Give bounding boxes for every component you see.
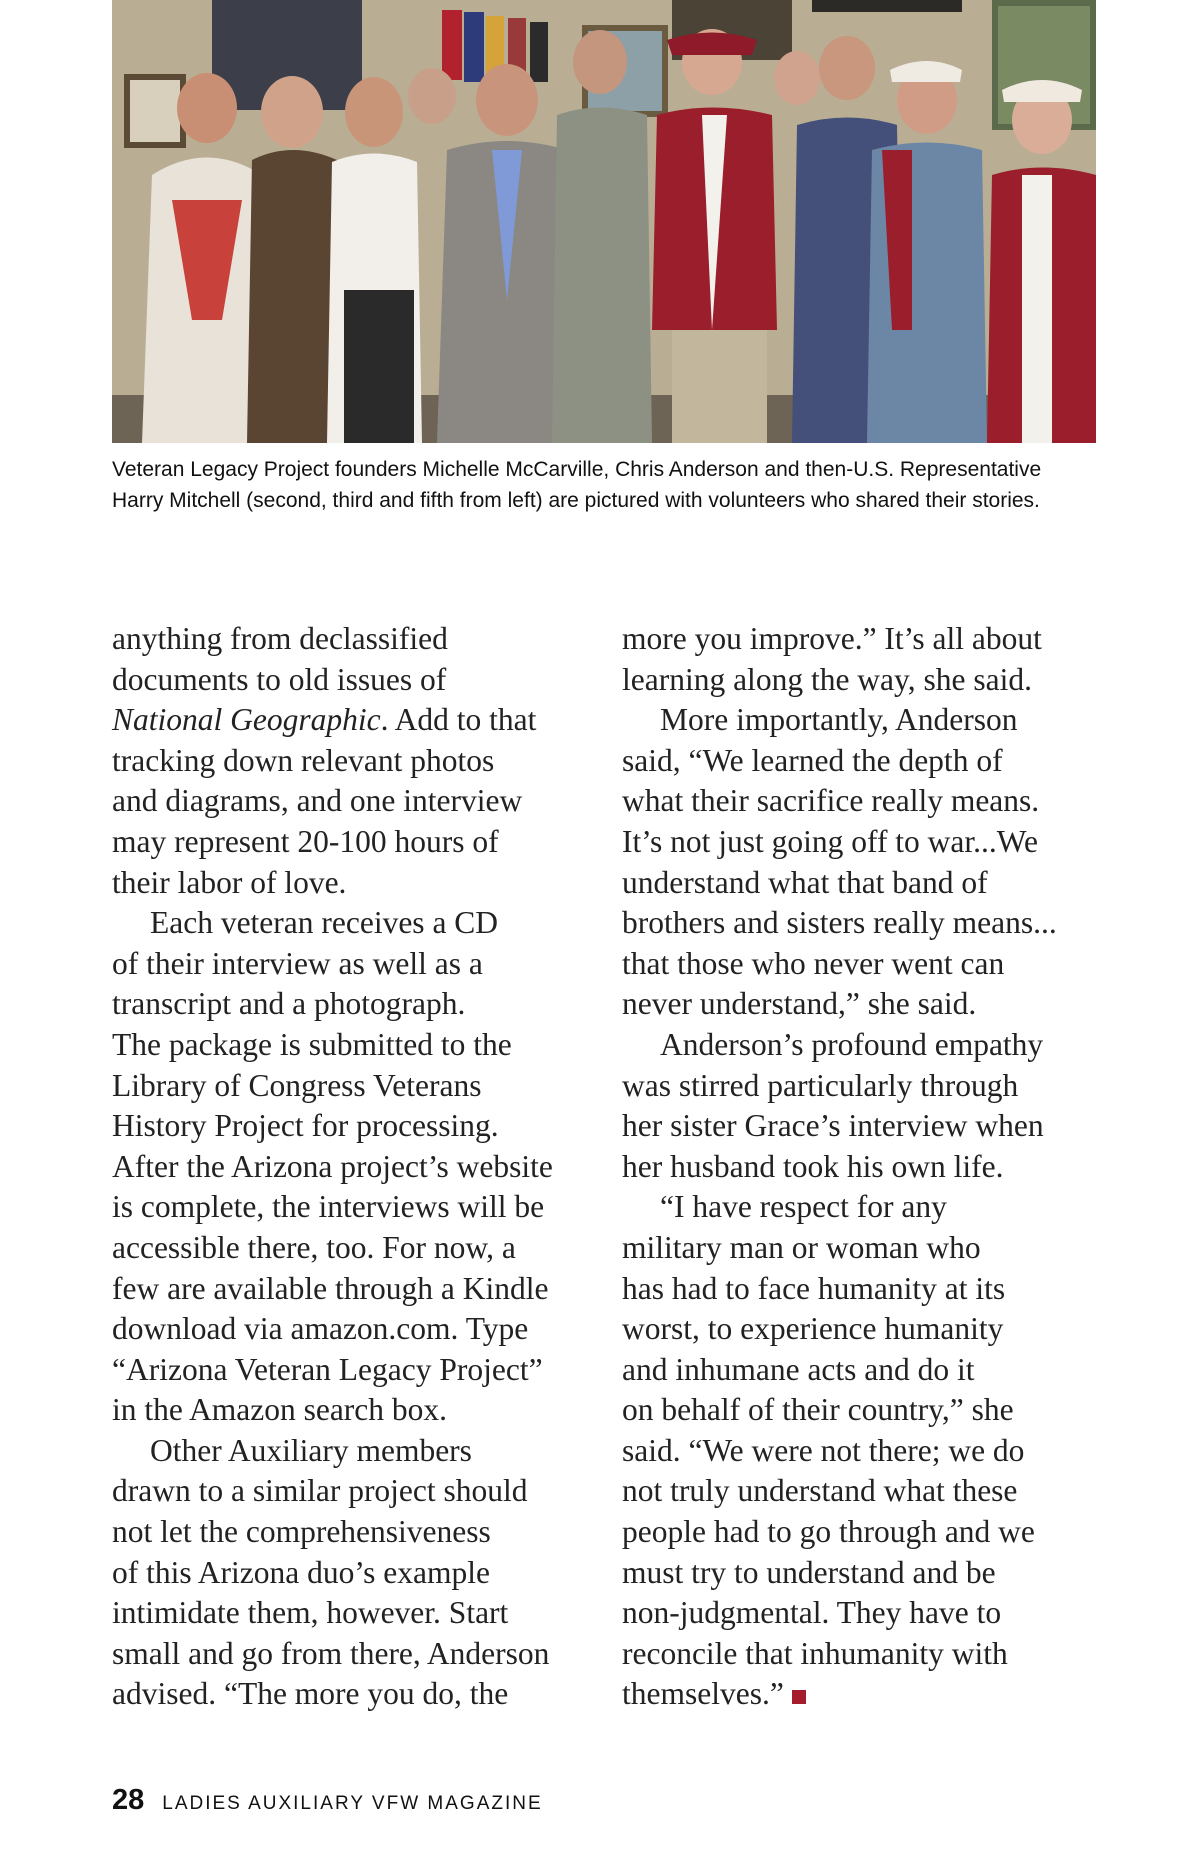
article-line: her sister Grace’s interview when — [622, 1108, 1044, 1144]
article-line: of their interview as well as a — [112, 945, 483, 981]
article-line: anything from declassified — [112, 621, 448, 656]
article-line: themselves.” — [622, 1674, 1102, 1715]
article-line: advised. “The more you do, the — [112, 1676, 509, 1712]
article-line: of this Arizona duo’s example — [112, 1554, 490, 1590]
article-line: learning along the way, she said. — [622, 661, 1032, 697]
article-line: and inhumane acts and do it — [622, 1351, 975, 1387]
article-line: Each veteran receives a CD — [150, 905, 499, 941]
end-mark — [792, 1690, 806, 1704]
photo-caption: Veteran Legacy Project founders Michelle McCarville, Chris Anderson and then-U.S. Representative Harry Mitchell (second, third and fifth from left) are pictured with volunteers who shared their stories. — [112, 458, 1042, 512]
article-line: Anderson’s profound empathy — [660, 1026, 1044, 1062]
article-line: is complete, the interviews will be — [112, 1189, 545, 1225]
article-line: non-judgmental. They have to — [622, 1595, 1002, 1631]
article-line: never understand,” she said. — [622, 986, 977, 1022]
article-line: tracking down relevant photos — [112, 742, 495, 778]
article-line: transcript and a photograph. — [112, 986, 466, 1022]
article-line: not truly understand what these — [622, 1473, 1018, 1509]
page-number: 28 — [112, 1784, 145, 1816]
article-line: their labor of love. — [112, 864, 347, 900]
article-line: After the Arizona project’s website — [112, 1148, 553, 1184]
group-photo — [112, 0, 1096, 443]
article-line: “I have respect for any — [660, 1189, 947, 1225]
page-footer — [112, 1784, 543, 1817]
article-line: that those who never went can — [622, 945, 1005, 981]
article-line: accessible there, too. For now, a — [112, 1229, 516, 1265]
article-line: More importantly, Anderson — [660, 702, 1018, 738]
article-line: military man or woman who — [622, 1229, 981, 1265]
article-line: not let the comprehensiveness — [112, 1514, 491, 1550]
article-line: few are available through a Kindle — [112, 1270, 549, 1306]
article-line: National Geographic. Add to that — [112, 702, 537, 738]
publication-name: LADIES AUXILIARY VFW MAGAZINE — [162, 1793, 543, 1814]
article-line: reconcile that inhumanity with — [622, 1635, 1008, 1671]
article-line: History Project for processing. — [112, 1108, 499, 1144]
article-line: documents to old issues of — [112, 661, 447, 697]
article-line: may represent 20-100 hours of — [112, 823, 499, 859]
article-line: small and go from there, Anderson — [112, 1635, 550, 1671]
article-line: “Arizona Veteran Legacy Project” — [112, 1351, 543, 1387]
article-column-right — [622, 619, 1102, 1715]
article-line: download via amazon.com. Type — [112, 1311, 529, 1347]
article-line: must try to understand and be — [622, 1554, 996, 1590]
article-line: people had to go through and we — [622, 1514, 1035, 1550]
article-line: what their sacrifice really means. — [622, 783, 1040, 819]
group-photo-illustration — [112, 0, 1096, 443]
article-line: has had to face humanity at its — [622, 1270, 1006, 1306]
article-line: was stirred particularly through — [622, 1067, 1019, 1103]
article-line: worst, to experience humanity — [622, 1311, 1004, 1347]
article-line: intimidate them, however. Start — [112, 1595, 509, 1631]
article-line: her husband took his own life. — [622, 1148, 1004, 1184]
article-line: in the Amazon search box. — [112, 1392, 448, 1428]
article-line: understand what that band of — [622, 864, 988, 900]
article-line: more you improve.” It’s all about — [622, 621, 1042, 656]
article-line: and diagrams, and one interview — [112, 783, 523, 819]
article-line: The package is submitted to the — [112, 1026, 512, 1062]
article-line: drawn to a similar project should — [112, 1473, 528, 1509]
article-line: on behalf of their country,” she — [622, 1392, 1014, 1428]
article-column-left — [112, 619, 592, 1715]
article-line: brothers and sisters really means... — [622, 905, 1057, 941]
article-line: said. “We were not there; we do — [622, 1432, 1025, 1468]
article-line: Other Auxiliary members — [150, 1432, 472, 1468]
article-line: It’s not just going off to war...We — [622, 823, 1038, 859]
article-line: Library of Congress Veterans — [112, 1067, 482, 1103]
article-line: said, “We learned the depth of — [622, 742, 1003, 778]
